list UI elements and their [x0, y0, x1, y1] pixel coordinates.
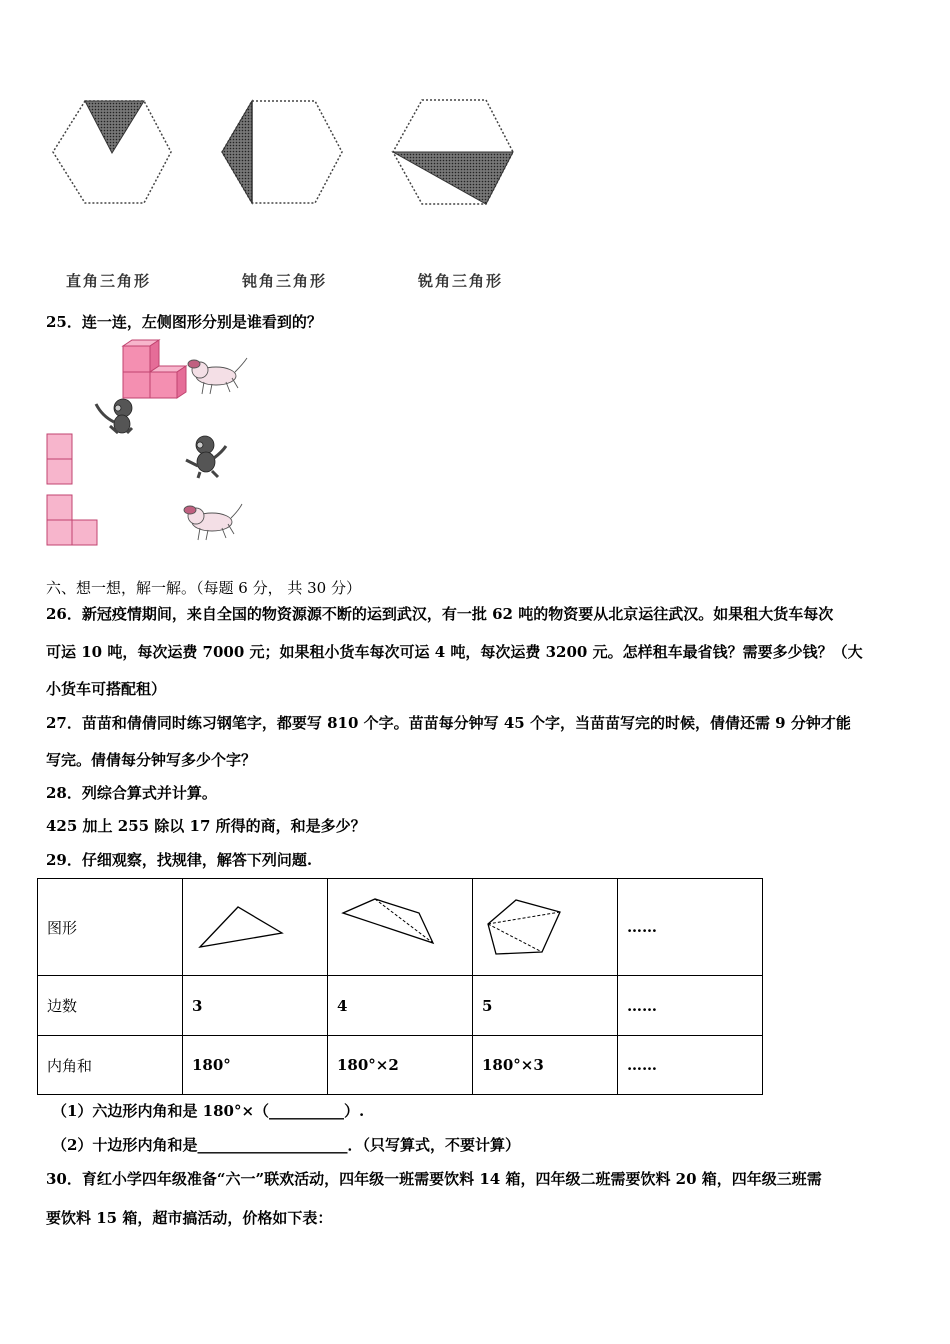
front-view-shape: [47, 434, 72, 484]
q29-sub1: （1）六边形内角和是 180°×（__________）.: [52, 1102, 365, 1120]
q27-line2: 写完。倩倩每分钟写多少个字？: [46, 751, 257, 769]
monkey-image-answer: [186, 436, 226, 478]
caption-right-triangle: 直角三角形: [66, 272, 152, 290]
section6-title: 六、想一想，解一解。（每题 6 分， 共 30 分）: [46, 579, 361, 597]
triangle-cell: [183, 879, 328, 976]
sides-cell: 3: [183, 976, 328, 1036]
quadrilateral-cell: [328, 879, 473, 976]
sides-cell: 4: [328, 976, 473, 1036]
q26-line3: 小货车可搭配租）: [46, 680, 167, 698]
q29-sub2: （2）十边形内角和是____________________．（只写算式，不要计算）: [52, 1136, 520, 1154]
pentagon-cell: [473, 879, 618, 976]
q25-text: 25．连一连，左侧图形分别是谁看到的？: [46, 313, 322, 331]
table-row: [38, 976, 763, 1036]
angle-sum-cell: ……: [618, 1036, 763, 1095]
hexagon-obtuse-triangle: [222, 101, 342, 203]
table-row: [38, 1036, 763, 1095]
table-row: [38, 879, 763, 976]
q27-line1: 27．苗苗和倩倩同时练习钢笔字，都要写 810 个字。苗苗每分钟写 45 个字，当苗苗写完的时候，倩倩还需 9 分钟才能: [46, 714, 851, 732]
caption-obtuse-triangle: 钝角三角形: [242, 272, 328, 290]
angle-sum-cell: 180°×3: [473, 1036, 618, 1095]
row-label-shape: 图形: [38, 879, 183, 976]
q29-title: 29．仔细观察，找规律，解答下列问题.: [46, 851, 313, 869]
hexagon-right-triangle: [53, 101, 171, 203]
triangle-shape: [192, 895, 292, 955]
shape-more-cell: ……: [618, 879, 763, 976]
pattern-table: [37, 878, 763, 1095]
dog-image-answer: [184, 504, 242, 540]
sides-cell: 5: [473, 976, 618, 1036]
q28-line1: 28．列综合算式并计算。: [46, 784, 217, 802]
monkey-image: [96, 399, 132, 433]
cube-stack: [123, 340, 186, 398]
angle-sum-cell: 180°×2: [328, 1036, 473, 1095]
angle-sum-cell: 180°: [183, 1036, 328, 1095]
q26-line1: 26．新冠疫情期间，来自全国的物资源源不断的运到武汉，有一批 62 吨的物资要从北京运往武汉。如果租大货车每次: [46, 605, 834, 623]
sides-cell: ……: [618, 976, 763, 1036]
q30-line2: 要饮料 15 箱，超市搞活动，价格如下表：: [46, 1209, 333, 1227]
quadrilateral-shape: [337, 895, 447, 955]
caption-acute-triangle: 锐角三角形: [418, 272, 504, 290]
q28-line2: 425 加上 255 除以 17 所得的商，和是多少？: [46, 817, 366, 835]
hexagon-figures: [40, 90, 530, 220]
row-label-sides: 边数: [38, 976, 183, 1036]
hexagon-acute-triangle: [393, 100, 513, 204]
q30-line1: 30．育红小学四年级准备“六一”联欢活动，四年级一班需要饮料 14 箱，四年级二班需要饮料 20 箱，四年级三班需: [46, 1170, 822, 1188]
dog-image: [188, 358, 247, 394]
q26-line2: 可运 10 吨，每次运费 7000 元；如果租小货车每次可运 4 吨，每次运费 3200 元。怎样租车最省钱？需要多少钱？（大: [46, 643, 863, 661]
pentagon-shape: [482, 890, 582, 960]
q25-figures: [40, 338, 260, 550]
side-view-shape: [47, 495, 97, 545]
row-label-angle-sum: 内角和: [38, 1036, 183, 1095]
